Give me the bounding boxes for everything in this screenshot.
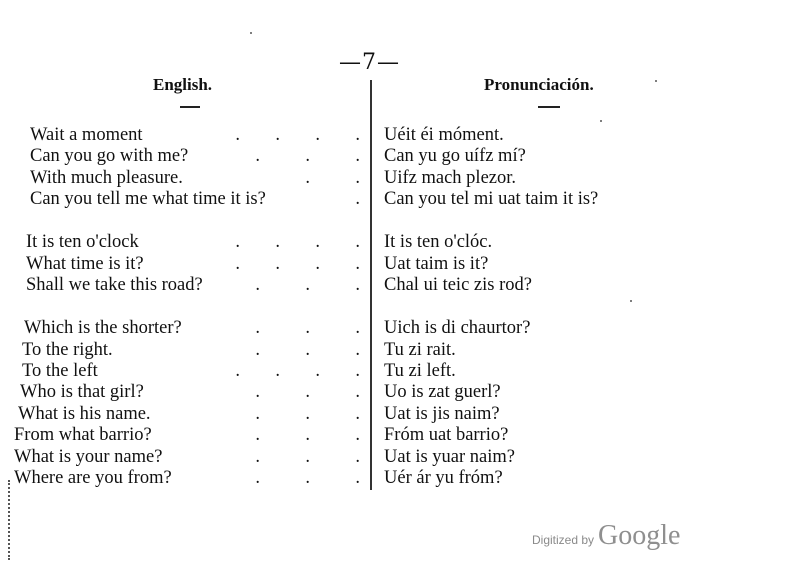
phrase-row [0, 339, 791, 361]
leader-dot: . [255, 382, 260, 402]
dot-leaders [200, 403, 360, 425]
dot-leaders [200, 274, 360, 296]
page-speck [250, 32, 252, 34]
dot-leaders [200, 253, 360, 275]
phrase-row [0, 188, 791, 210]
phrase-row [0, 403, 791, 425]
page-speck [630, 300, 632, 302]
pronunciation-phrase: Fróm uat barrio? [384, 425, 509, 445]
phrase-row [0, 253, 791, 275]
leader-dot: . [305, 382, 310, 402]
pronunciation-phrase: Uéit éi móment. [384, 125, 504, 145]
leader-dot: . [315, 254, 320, 274]
english-phrase: To the left [22, 361, 98, 381]
page-speck [600, 120, 602, 122]
page-number: —7— [339, 50, 400, 75]
dot-leaders [200, 167, 360, 189]
leader-dot: . [255, 318, 260, 338]
pronunciation-phrase: Uat is yuar naim? [384, 447, 515, 467]
leader-dot: . [355, 232, 360, 252]
leader-dot: . [255, 468, 260, 488]
english-phrase: It is ten o'clock [26, 232, 139, 252]
phrase-row [0, 381, 791, 403]
pronunciation-phrase: Uich is di chaurtor? [384, 318, 531, 338]
dot-leaders [200, 467, 360, 489]
english-phrase: Which is the shorter? [24, 318, 182, 338]
leader-dot: . [275, 232, 280, 252]
dot-leaders [200, 231, 360, 253]
dot-leaders [200, 124, 360, 146]
leader-dot: . [305, 146, 310, 166]
watermark-prefix: Digitized by [532, 533, 595, 547]
leader-dot: . [255, 447, 260, 467]
english-phrase: Can you tell me what time it is? [30, 189, 266, 209]
dot-leaders [200, 317, 360, 339]
english-phrase: Who is that girl? [20, 382, 144, 402]
leader-dot: . [315, 125, 320, 145]
leader-dot: . [235, 125, 240, 145]
phrase-row [0, 124, 791, 146]
english-header-rule [180, 106, 200, 108]
leader-dot: . [275, 125, 280, 145]
phrase-row [0, 274, 791, 296]
leader-dot: . [235, 361, 240, 381]
leader-dot: . [305, 404, 310, 424]
leader-dot: . [255, 275, 260, 295]
english-phrase: What is your name? [14, 447, 163, 467]
phrase-row [0, 467, 791, 489]
dot-leaders [200, 446, 360, 468]
english-phrase: Wait a moment [30, 125, 143, 145]
pronunciation-phrase: Can you tel mi uat taim it is? [384, 189, 599, 209]
leader-dot: . [355, 146, 360, 166]
leader-dot: . [355, 189, 360, 209]
leader-dot: . [355, 340, 360, 360]
leader-dot: . [305, 340, 310, 360]
leader-dot: . [305, 275, 310, 295]
phrase-row [0, 424, 791, 446]
leader-dot: . [255, 425, 260, 445]
pronunciation-phrase: Uat taim is it? [384, 254, 489, 274]
english-phrase: To the right. [22, 340, 113, 360]
leader-dot: . [255, 146, 260, 166]
dot-leaders [200, 424, 360, 446]
english-phrase: Where are you from? [14, 468, 172, 488]
phrase-row [0, 231, 791, 253]
leader-dot: . [305, 168, 310, 188]
page-speck [655, 80, 657, 82]
english-phrase: What is his name. [18, 404, 151, 424]
english-phrase: What time is it? [26, 254, 144, 274]
leader-dot: . [305, 425, 310, 445]
english-phrase: From what barrio? [14, 425, 152, 445]
leader-dot: . [355, 404, 360, 424]
pronunciation-phrase: Tu zi rait. [384, 340, 456, 360]
leader-dot: . [275, 254, 280, 274]
leader-dot: . [305, 447, 310, 467]
phrase-row [0, 360, 791, 382]
dot-leaders [200, 188, 360, 210]
leader-dot: . [355, 125, 360, 145]
leader-dot: . [305, 468, 310, 488]
pronunciation-phrase: Chal ui teic zis rod? [384, 275, 532, 295]
leader-dot: . [355, 168, 360, 188]
pronunciation-header-rule [538, 106, 560, 108]
leader-dot: . [355, 361, 360, 381]
leader-dot: . [315, 361, 320, 381]
pronunciation-phrase: Can yu go uífz mí? [384, 146, 526, 166]
english-phrase: With much pleasure. [30, 168, 183, 188]
phrase-row [0, 317, 791, 339]
pronunciation-phrase: Uifz mach plezor. [384, 168, 517, 188]
leader-dot: . [275, 361, 280, 381]
pronunciation-phrase: Uo is zat guerl? [384, 382, 501, 402]
dot-leaders [200, 381, 360, 403]
phrase-row [0, 145, 791, 167]
dot-leaders [200, 145, 360, 167]
leader-dot: . [315, 232, 320, 252]
phrase-row [0, 446, 791, 468]
pronunciation-column-header: Pronunciación. [484, 75, 594, 94]
leader-dot: . [355, 447, 360, 467]
leader-dot: . [355, 425, 360, 445]
dot-leaders [200, 339, 360, 361]
page-edge-mark [8, 480, 12, 560]
english-phrase: Can you go with me? [30, 146, 189, 166]
leader-dot: . [355, 318, 360, 338]
leader-dot: . [355, 254, 360, 274]
pronunciation-phrase: It is ten o'clóc. [384, 232, 493, 252]
leader-dot: . [355, 275, 360, 295]
pronunciation-phrase: Uér ár yu fróm? [384, 468, 503, 488]
leader-dot: . [235, 254, 240, 274]
google-logo: Google [598, 520, 681, 551]
leader-dot: . [355, 468, 360, 488]
pronunciation-phrase: Uat is jis naim? [384, 404, 500, 424]
leader-dot: . [255, 404, 260, 424]
english-phrase: Shall we take this road? [26, 275, 203, 295]
leader-dot: . [235, 232, 240, 252]
leader-dot: . [305, 318, 310, 338]
pronunciation-phrase: Tu zi left. [384, 361, 456, 381]
dot-leaders [200, 360, 360, 382]
phrase-row [0, 167, 791, 189]
leader-dot: . [255, 340, 260, 360]
english-column-header: English. [153, 75, 213, 94]
digitized-by-google-watermark [532, 520, 680, 552]
leader-dot: . [355, 382, 360, 402]
